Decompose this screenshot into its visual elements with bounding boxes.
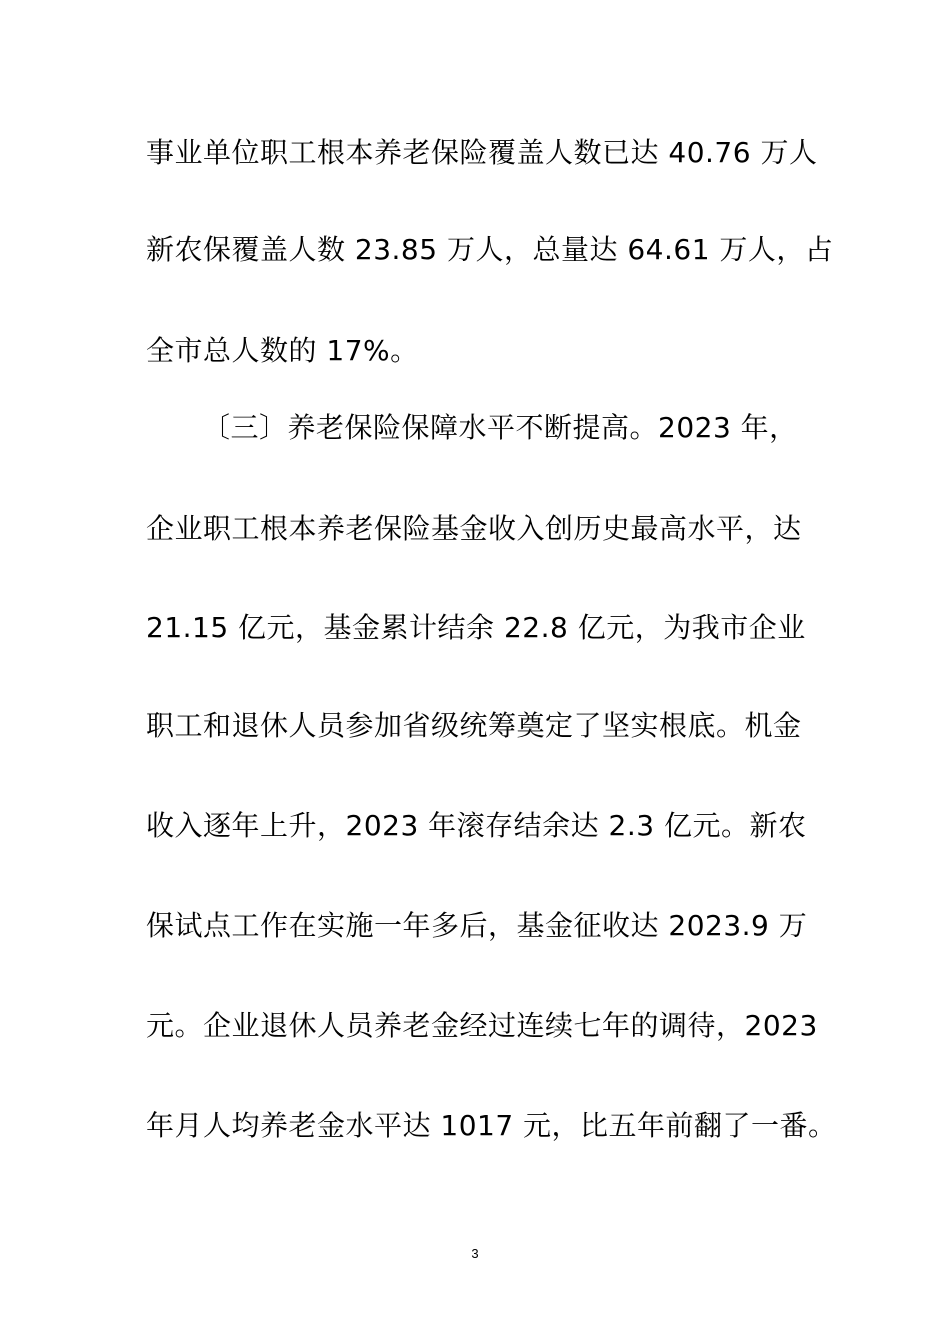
paragraph-line-6: 21.15 亿元，基金累计结余 22.8 亿元，为我市企业 [146, 611, 806, 644]
paragraph-line-7: 职工和退休人员参加省级统筹奠定了坚实根底。机金 [146, 709, 802, 742]
paragraph-line-1: 事业单位职工根本养老保险覆盖人数已达 40.76 万人 [146, 136, 818, 169]
paragraph-line-2: 新农保覆盖人数 23.85 万人，总量达 64.61 万人，占 [146, 233, 834, 266]
paragraph-line-4: 〔三〕养老保险保障水平不断提高。2023 年， [202, 411, 798, 444]
paragraph-line-8: 收入逐年上升，2023 年滚存结余达 2.3 亿元。新农 [146, 809, 807, 842]
paragraph-line-10: 元。企业退休人员养老金经过连续七年的调待，2023 [146, 1009, 818, 1042]
paragraph-line-3: 全市总人数的 17%。 [146, 334, 419, 367]
paragraph-line-11: 年月人均养老金水平达 1017 元，比五年前翻了一番。 [146, 1109, 837, 1142]
page-number: 3 [471, 1246, 479, 1261]
paragraph-line-9: 保试点工作在实施一年多后，基金征收达 2023.9 万 [146, 909, 808, 942]
paragraph-line-5: 企业职工根本养老保险基金收入创历史最高水平，达 [146, 512, 802, 545]
